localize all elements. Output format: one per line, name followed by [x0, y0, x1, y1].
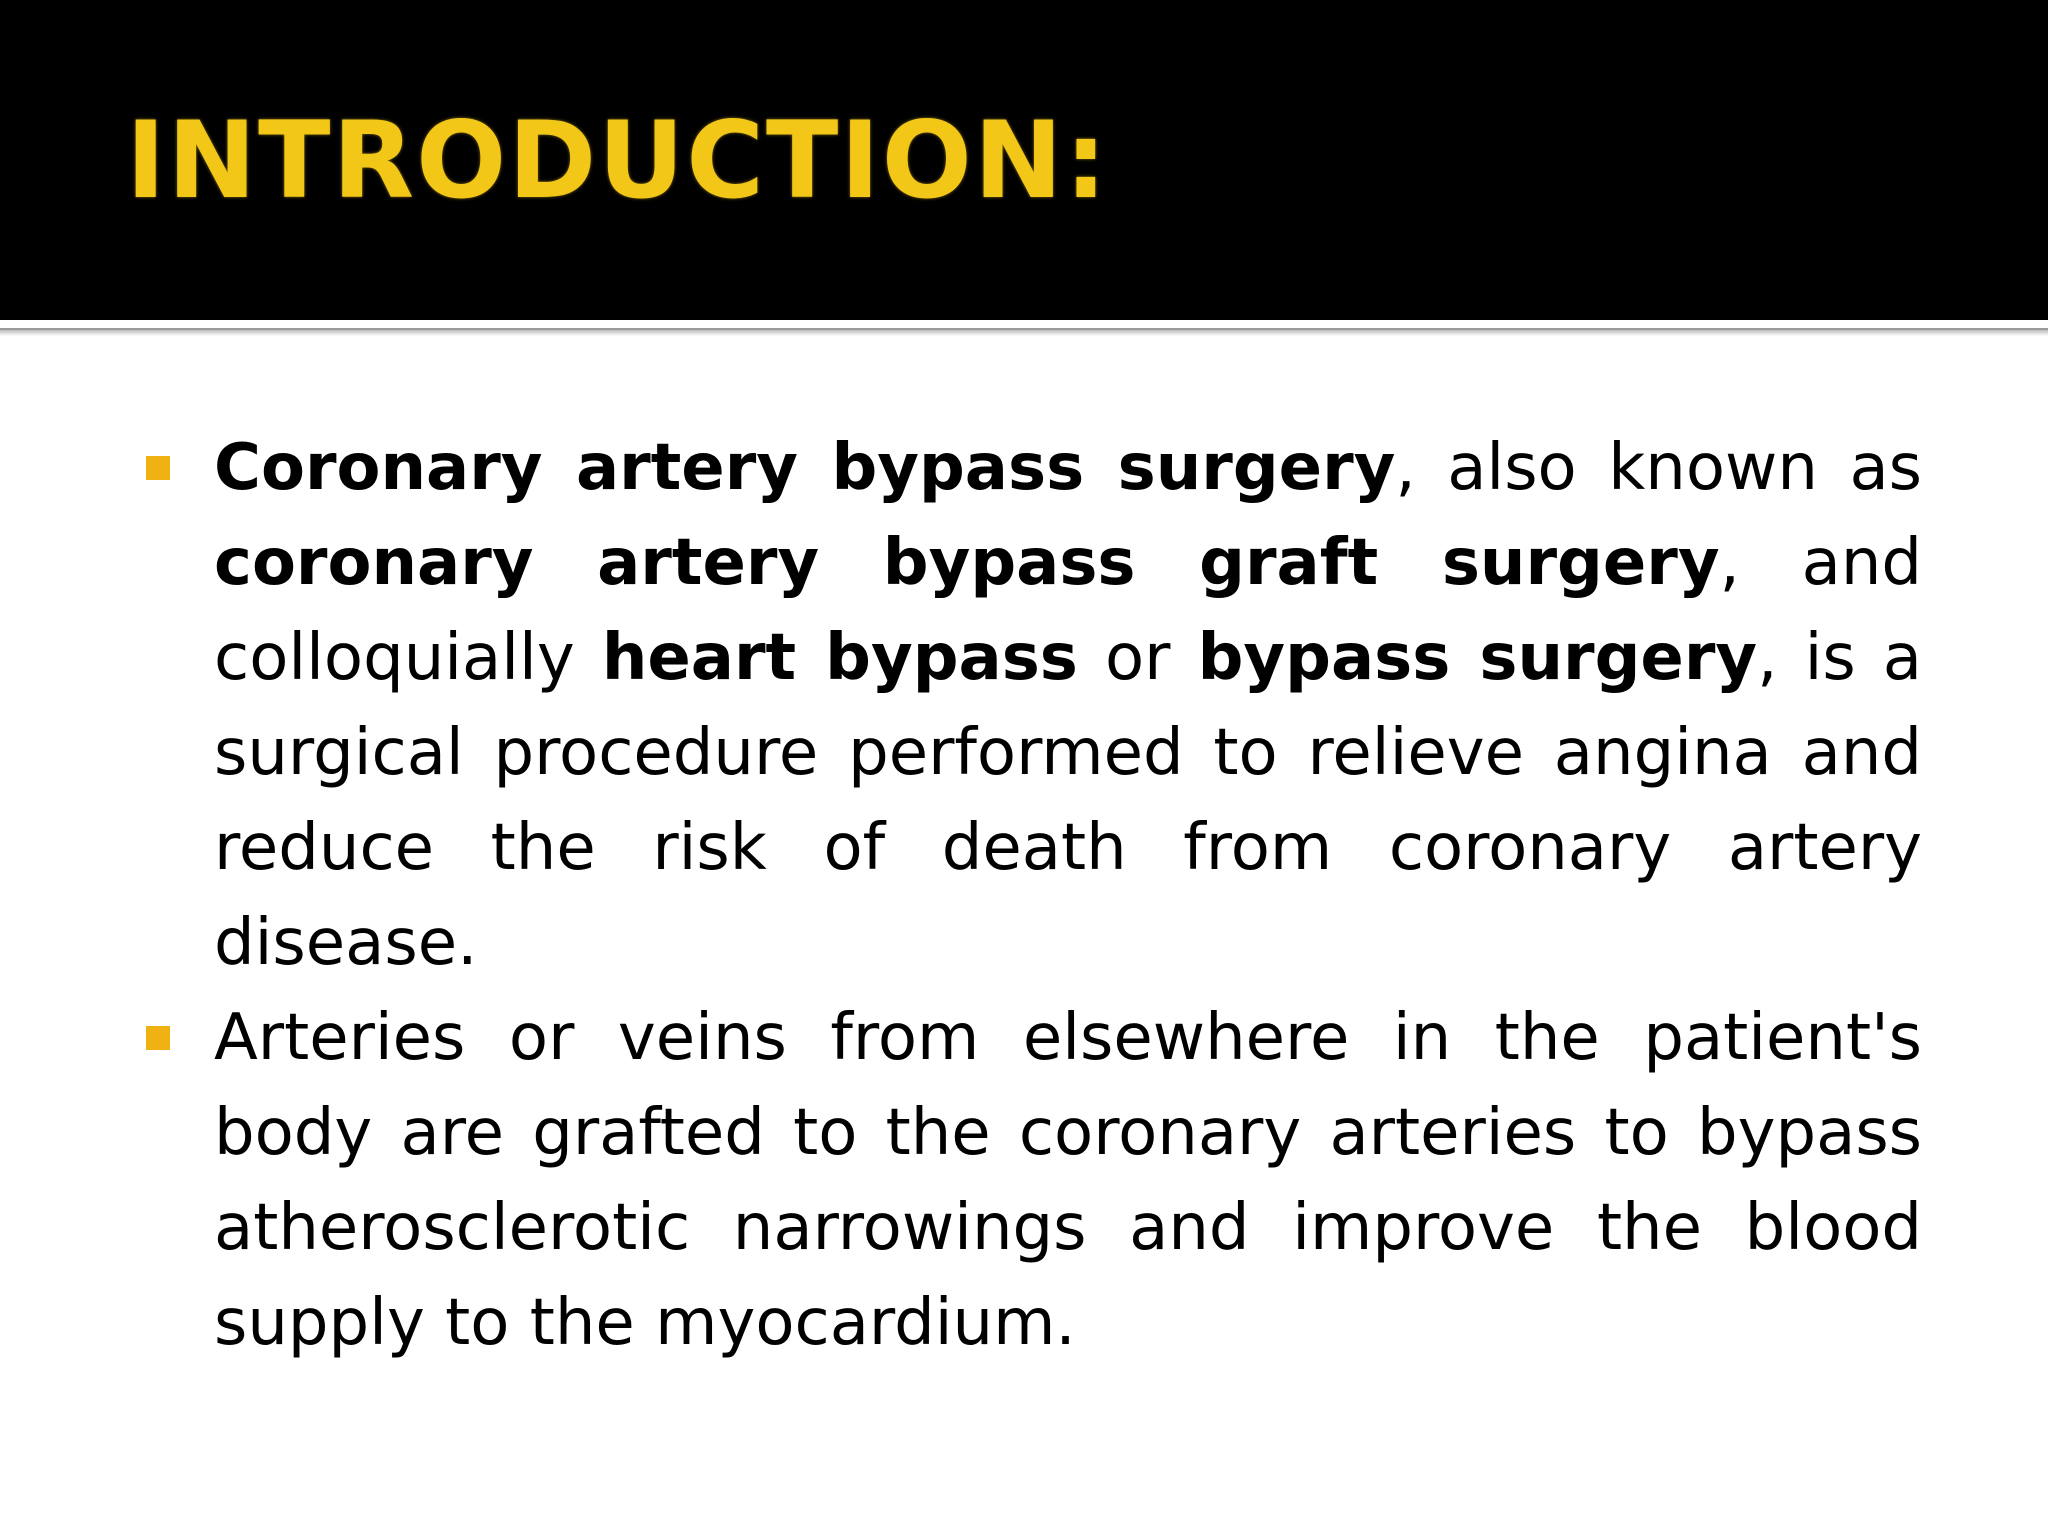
term-coronary-artery-bypass-surgery: Coronary artery bypass surgery	[214, 431, 1396, 505]
term-bypass-surgery: bypass surgery	[1197, 621, 1758, 695]
bullet-item-1	[146, 421, 1922, 991]
square-bullet-icon	[146, 1026, 170, 1050]
square-bullet-icon	[146, 456, 170, 480]
term-heart-bypass: heart bypass	[601, 621, 1078, 695]
bullet-item-2	[146, 991, 1922, 1371]
bullet-1-text-run-2: , also known as	[1395, 431, 1922, 505]
bullet-1-text-run-4: , and colloquially	[214, 526, 1923, 695]
term-coronary-artery-bypass-graft-surgery: coronary artery bypass graft surgery	[214, 526, 1720, 600]
title-divider	[0, 328, 2048, 336]
bullet-2-text: Arteries or veins from elsewhere in the patient's body are grafted to the coronary arteries to bypass atherosclerotic narrowings and improve the blood supply to the myocardium.	[214, 1001, 1922, 1360]
title-band	[0, 0, 2048, 320]
bullet-1-text-run-8: , is a surgical procedure performed to relieve angina and reduce the risk of death from coronary artery disease.	[214, 621, 1923, 980]
bullet-list	[146, 421, 1922, 1371]
bullet-1-text-run-6: or	[1077, 621, 1198, 695]
slide-title: INTRODUCTION:	[126, 99, 1110, 222]
